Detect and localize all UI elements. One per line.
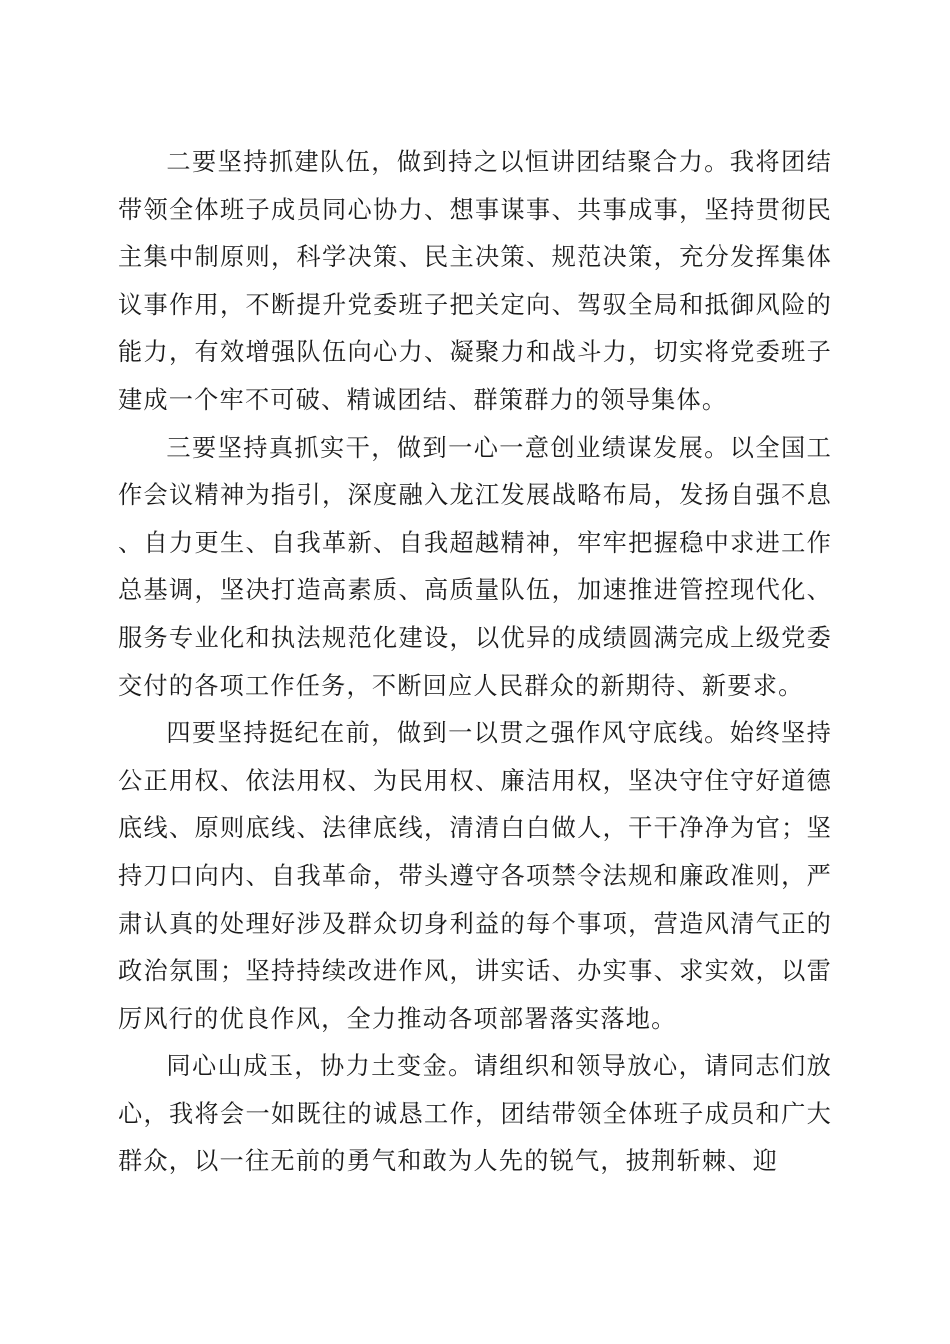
paragraph-team-building: 二要坚持抓建队伍，做到持之以恒讲团结聚合力。我将团结带领全体班子成员同心协力、想事谋事、共事成事，坚持贯彻民主集中制原则，科学决策、民主决策、规范决策，充分发挥集体议事作用，不断提升党委班子把关定向、驾驭全局和抵御风险的能力，有效增强队伍向心力、凝聚力和战斗力，切实将党委班子建成一个牢不可破、精诚团结、群策群力的领导集体。 xyxy=(118,148,832,414)
paragraph-closing: 同心山成玉，协力土变金。请组织和领导放心，请同志们放心，我将会一如既往的诚恳工作，团结带领全体班子成员和广大群众，以一往无前的勇气和敢为人先的锐气，披荆斩棘、迎 xyxy=(118,1052,832,1176)
paragraph-hard-work: 三要坚持真抓实干，做到一心一意创业绩谋发展。以全国工作会议精神为指引，深度融入龙江发展战略布局，发扬自强不息、自力更生、自我革新、自我超越精神，牢牢把握稳中求进工作总基调，坚决打造高素质、高质量队伍，加速推进管控现代化、服务专业化和执法规范化建设，以优异的成绩圆满完成上级党委交付的各项工作任务，不断回应人民群众的新期待、新要求。 xyxy=(118,433,832,700)
document-page xyxy=(118,139,832,1186)
paragraph-discipline: 四要坚持挺纪在前，做到一以贯之强作风守底线。始终坚持公正用权、依法用权、为民用权、廉洁用权，坚决守住守好道德底线、原则底线、法律底线，清清白白做人，干干净净为官；坚持刀口向内、自我革命，带头遵守各项禁令法规和廉政准则，严肃认真的处理好涉及群众切身利益的每个事项，营造风清气正的政治氛围；坚持持续改进作风，讲实话、办实事、求实效，以雷厉风行的优良作风，全力推动各项部署落实落地。 xyxy=(118,719,832,1033)
